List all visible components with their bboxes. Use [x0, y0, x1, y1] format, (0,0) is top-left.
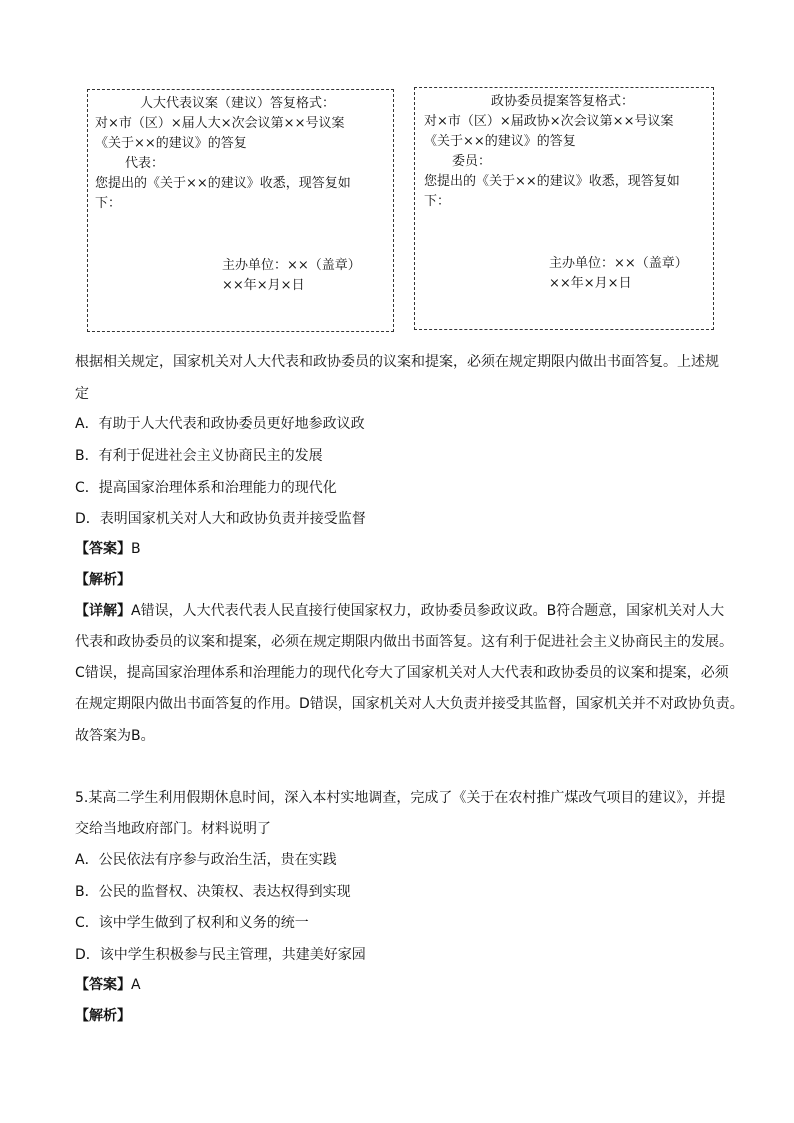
npc-box-signature-date: ××年×月×日 [222, 278, 305, 293]
q4-detail-text-1: A错误，人大代表代表人民直接行使国家权力，政协委员参政议政。B符合题意，国家机关对人大 [131, 603, 725, 619]
cppcc-box-line-5: 下： [424, 194, 451, 209]
q5-analysis-label: 【解析】 [75, 1008, 131, 1024]
q4-option-b: B．有利于促进社会主义协商民主的发展 [75, 448, 323, 464]
cppcc-box-line-3: 委员： [452, 154, 492, 169]
q4-detail-line-2: 代表和政协委员的议案和提案，必须在规定期限内做出书面答复。这有利于促进社会主义协商民主的发展。 [75, 634, 733, 650]
q4-detail-line-5: 故答案为B。 [75, 728, 155, 744]
cppcc-box-line-1: 对×市（区）×届政协×次会议第××号议案 [424, 114, 674, 129]
q5-answer-label: 【答案】 [75, 977, 131, 993]
cppcc-box-line-2: 《关于××的建议》的答复 [424, 134, 576, 149]
npc-box-line-3: 代表： [125, 156, 165, 171]
q4-option-a: A．有助于人大代表和政协委员更好地参政议政 [75, 416, 365, 432]
npc-reply-format-box [87, 89, 394, 332]
q4-option-c: C．提高国家治理体系和治理能力的现代化 [75, 480, 337, 496]
q4-stem-line-1: 根据相关规定，国家机关对人大代表和政协委员的议案和提案，必须在规定期限内做出书面答复。上述规 [75, 354, 719, 370]
q5-option-a: A．公民依法有序参与政治生活，贵在实践 [75, 852, 337, 868]
q4-answer-label: 【答案】 [75, 541, 131, 557]
npc-box-line-5: 下： [95, 196, 122, 211]
q5-option-d: D．该中学生积极参与民主管理，共建美好家园 [75, 947, 366, 963]
q4-answer-value: B [131, 541, 141, 557]
cppcc-reply-format-box [414, 87, 714, 330]
q4-detail-line-1 [75, 602, 724, 620]
cppcc-box-line-4: 您提出的《关于××的建议》收悉，现答复如 [424, 174, 680, 189]
q4-detail-label: 【详解】 [75, 603, 131, 619]
npc-box-line-1: 对×市（区）×届人大×次会议第××号议案 [95, 116, 345, 131]
q5-option-c: C．该中学生做到了权利和义务的统一 [75, 915, 309, 931]
q5-stem-line-1: 5.某高二学生利用假期休息时间，深入本村实地调查，完成了《关于在农村推广煤改气项目的建议》，并提 [75, 790, 726, 806]
npc-box-title: 人大代表议案（建议）答复格式： [140, 96, 336, 111]
npc-box-line-4: 您提出的《关于××的建议》收悉，现答复如 [95, 176, 351, 191]
q4-option-d: D．表明国家机关对人大和政协负责并接受监督 [75, 511, 366, 527]
npc-box-line-2: 《关于××的建议》的答复 [95, 136, 247, 151]
q5-stem-line-2: 交给当地政府部门。材料说明了 [75, 821, 271, 837]
cppcc-box-signature-unit: 主办单位：××（盖章） [549, 256, 688, 271]
cppcc-box-signature-date: ××年×月×日 [549, 276, 632, 291]
cppcc-box-title: 政协委员提案答复格式： [491, 94, 635, 109]
q4-detail-line-3: C错误，提高国家治理体系和治理能力的现代化夸大了国家机关对人大代表和政协委员的议案和提案，必须 [75, 665, 729, 681]
q4-analysis-label: 【解析】 [75, 572, 131, 588]
q4-answer [75, 540, 141, 558]
npc-box-signature-unit: 主办单位：××（盖章） [222, 258, 361, 273]
q4-detail-line-4: 在规定期限内做出书面答复的作用。D错误，国家机关对人大负责并接受其监督，国家机关并不对政协负责。 [75, 696, 744, 712]
q5-option-b: B．公民的监督权、决策权、表达权得到实现 [75, 884, 351, 900]
q4-stem-line-2: 定 [75, 386, 89, 402]
q5-answer-value: A [131, 977, 141, 993]
q5-answer [75, 976, 141, 994]
